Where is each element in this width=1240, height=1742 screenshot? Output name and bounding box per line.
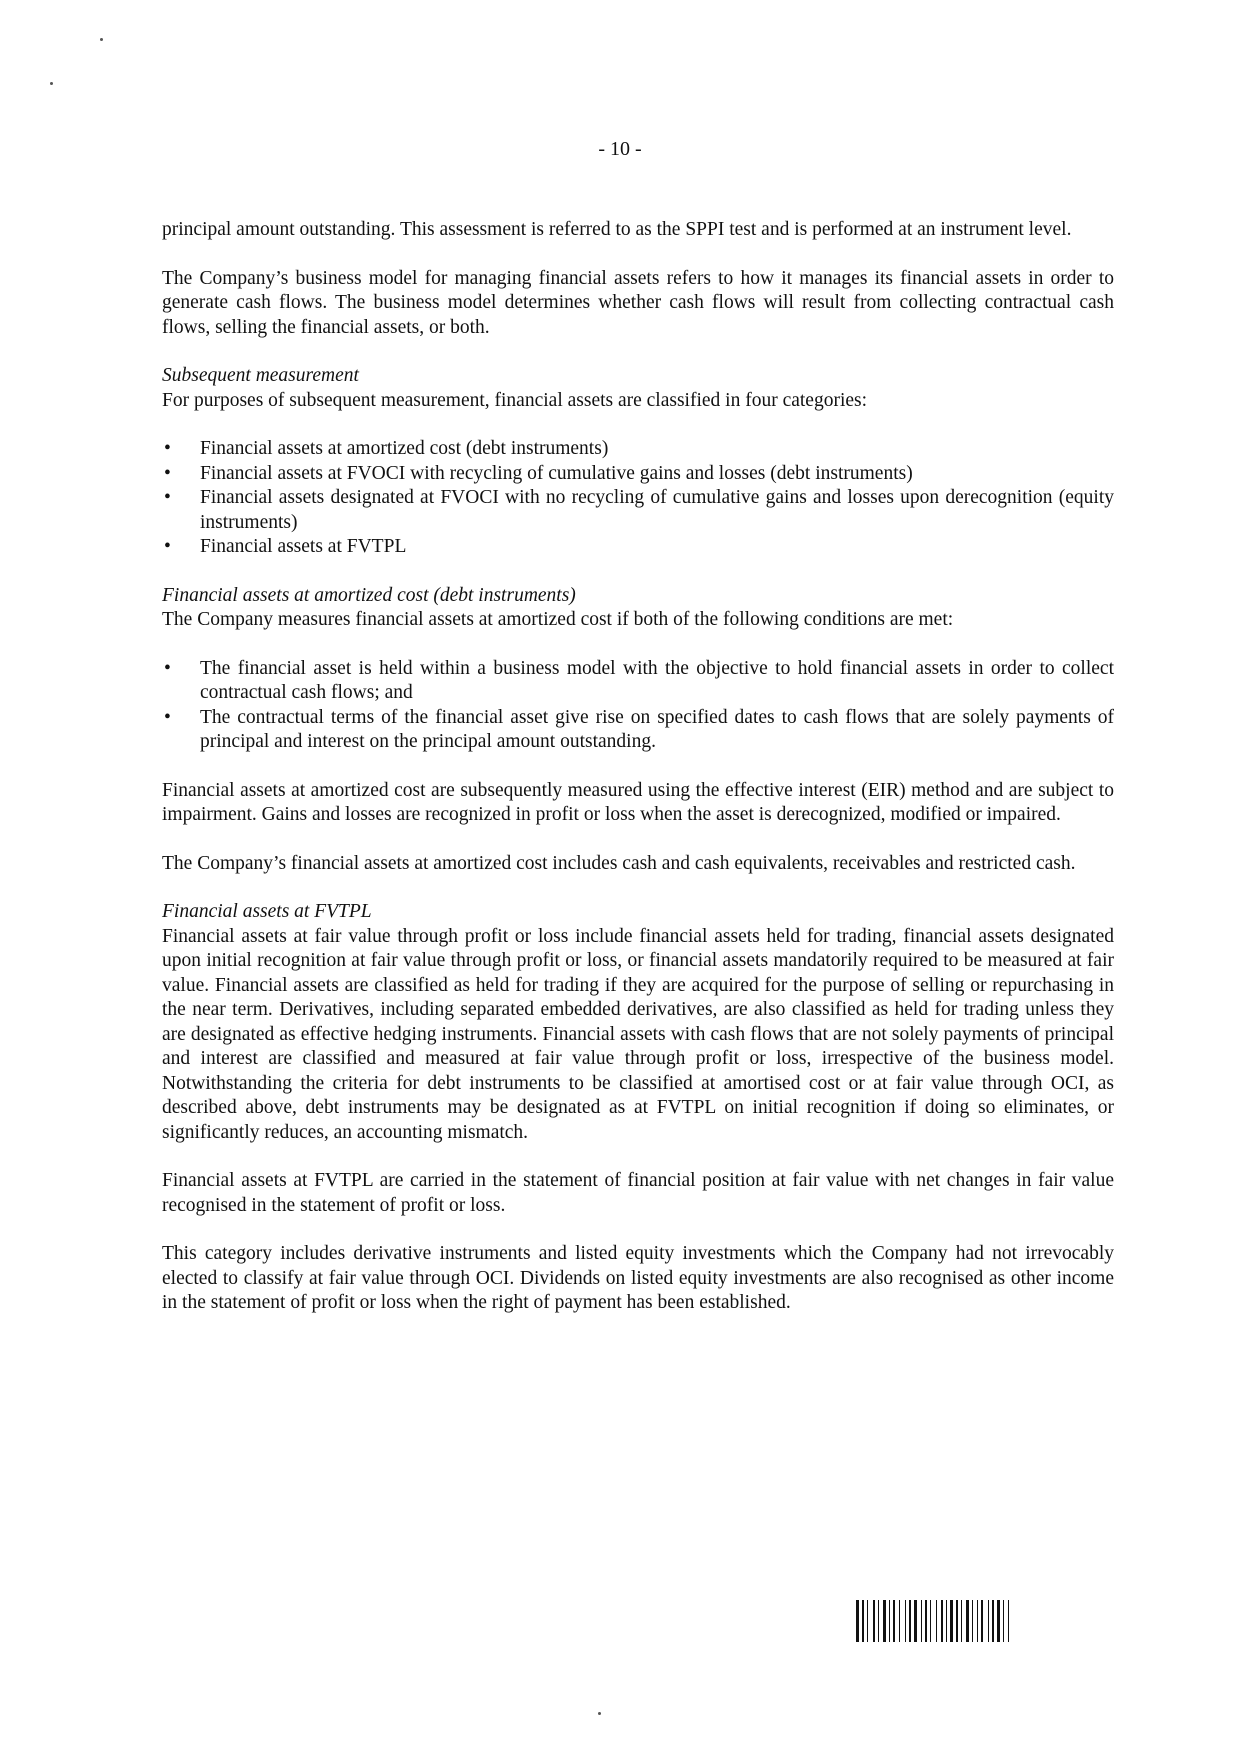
paragraph-amortized-includes: The Company’s financial assets at amortized cost includes cash and cash equivalents, receivables and restricted cash. <box>162 852 1076 874</box>
barcode-bar <box>867 1600 868 1642</box>
bullet-icon: • <box>164 706 171 728</box>
list-item-text: Financial assets at FVTPL <box>200 536 407 557</box>
barcode-bar <box>995 1600 996 1642</box>
barcode-bar <box>873 1600 875 1642</box>
barcode-bar <box>981 1600 983 1642</box>
barcode-bar <box>1003 1600 1004 1642</box>
list-item-text: Financial assets designated at FVOCI with no recycling of cumulative gains and losses upon derecognition (equity instruments) <box>200 487 1114 533</box>
barcode-bar <box>856 1600 859 1642</box>
barcode-bar <box>893 1600 895 1642</box>
barcode-bar <box>912 1600 913 1642</box>
barcode-bar <box>909 1600 911 1642</box>
barcode-bar <box>970 1600 971 1642</box>
bullet-icon: • <box>164 657 171 679</box>
barcode-bar <box>974 1600 976 1642</box>
scan-speck <box>100 38 103 41</box>
barcode-bar <box>901 1600 904 1642</box>
barcode-bar <box>923 1600 924 1642</box>
heading-fvtpl: Financial assets at FVTPL <box>162 901 372 922</box>
barcode-bar <box>1005 1600 1007 1642</box>
barcode-bar <box>946 1600 947 1642</box>
barcode-bar <box>918 1600 920 1642</box>
barcode-bar <box>997 1600 1000 1642</box>
scan-speck <box>50 82 53 85</box>
barcode-bar <box>876 1600 877 1642</box>
barcode-bar <box>865 1600 866 1642</box>
barcode-bar <box>966 1600 969 1642</box>
paragraph-subsequent-intro: For purposes of subsequent measurement, financial assets are classified in four categories: <box>162 389 868 411</box>
barcode-bar <box>950 1600 953 1642</box>
paragraph-fvtpl-carried: Financial assets at FVTPL are carried in the statement of financial position at fair value with net changes in fair value recognised in the statement of profit or loss. <box>162 1170 1114 1216</box>
barcode-bar <box>869 1600 872 1642</box>
barcode-bar <box>896 1600 898 1642</box>
barcode-bar <box>944 1600 945 1642</box>
barcode-bar <box>891 1600 892 1642</box>
scan-speck <box>598 1712 601 1715</box>
barcode-bar <box>961 1600 962 1642</box>
paragraph-sppi: principal amount outstanding. This assessment is referred to as the SPPI test and is performed at an instrument level. <box>162 219 1072 240</box>
barcode-bar <box>925 1600 927 1642</box>
bullet-icon: • <box>164 536 171 557</box>
list-item <box>162 706 1114 755</box>
barcode-bar <box>963 1600 965 1642</box>
barcode-bar <box>899 1600 900 1642</box>
heading-subsequent-measurement: Subsequent measurement <box>162 365 359 386</box>
paragraph-amortized-intro: The Company measures financial assets at amortized cost if both of the following conditions are met: <box>162 609 954 630</box>
barcode-bar <box>889 1600 890 1642</box>
barcode-bar <box>959 1600 960 1642</box>
barcode-bar <box>878 1600 879 1642</box>
barcode-bar <box>1001 1600 1002 1642</box>
barcode-bar <box>930 1600 931 1642</box>
barcode-bar <box>948 1600 949 1642</box>
list-categories <box>162 437 1114 560</box>
bullet-icon: • <box>164 462 171 484</box>
barcode-bar <box>883 1600 886 1642</box>
barcode-bar <box>862 1600 864 1642</box>
heading-amortized-cost: Financial assets at amortized cost (debt instruments) <box>162 584 576 606</box>
bullet-icon: • <box>164 438 171 459</box>
barcode <box>856 1600 1102 1642</box>
barcode-bar <box>905 1600 906 1642</box>
list-item-text: Financial assets at FVOCI with recycling of cumulative gains and losses (debt instruments) <box>200 462 913 484</box>
barcode-bar <box>956 1600 958 1642</box>
page-number: - 10 - <box>598 138 642 160</box>
barcode-bar <box>972 1600 973 1642</box>
list-item-text: Financial assets at amortized cost (debt instruments) <box>200 438 609 459</box>
barcode-bar <box>928 1600 929 1642</box>
barcode-bar <box>932 1600 935 1642</box>
paragraph-fvtpl-category: This category includes derivative instruments and listed equity investments which the Company had not irrevocably elected to classify at fair value through OCI. Dividends on listed equity investments are also recognised as other income in the statement of profit or loss when the right of payment has been established. <box>162 1243 1114 1313</box>
barcode-bar <box>860 1600 861 1642</box>
barcode-bar <box>938 1600 940 1642</box>
barcode-bar <box>979 1600 980 1642</box>
barcode-bar <box>880 1600 882 1642</box>
barcode-bar <box>954 1600 955 1642</box>
barcode-bar <box>988 1600 989 1642</box>
document-body <box>162 218 1114 1316</box>
list-item <box>162 486 1114 535</box>
paragraph-fvtpl-definition: Financial assets at fair value through profit or loss include financial assets held for trading, financial assets designated upon initial recognition at fair value through profit or loss, or financial assets mandatorily required to be measured at fair value. Financial assets are classified as held for trading if they are acquired for the purpose of selling or repurchasing in the near term. Derivatives, including separated embedded derivatives, are also classified as held for trading unless they are designated as effective hedging instruments. Financial assets with cash flows that are not solely payments of principal and interest are classified and measured at fair value through profit or loss, irrespective of the business model. Notwithstanding the criteria for debt instruments to be classified at amortised cost or at fair value through OCI, as described above, debt instruments may be designated as at FVTPL on initial recognition if doing so eliminates, or significantly reduces, an accounting mismatch. <box>162 925 1114 1143</box>
barcode-bar <box>984 1600 987 1642</box>
bullet-icon: • <box>164 487 171 508</box>
barcode-bar <box>887 1600 888 1642</box>
barcode-bar <box>936 1600 937 1642</box>
barcode-bar <box>1010 1600 1012 1642</box>
barcode-bar <box>921 1600 922 1642</box>
list-item <box>162 535 1114 560</box>
barcode-bar <box>941 1600 943 1642</box>
paragraph-business-model: The Company’s business model for managing financial assets refers to how it manages its financial assets in order to generate cash flows. The business model determines whether cash flows will result from collecting contractual cash flows, selling the financial assets, or both. <box>162 267 1114 338</box>
barcode-bar <box>977 1600 978 1642</box>
barcode-bar <box>914 1600 917 1642</box>
paragraph-amortized-measurement: Financial assets at amortized cost are subsequently measured using the effective interest (EIR) method and are subject to impairment. Gains and losses are recognized in profit or loss when the asset is derecognized, modified or impaired. <box>162 779 1114 825</box>
list-item-text: The financial asset is held within a business model with the objective to hold financial assets in order to collect contractual cash flows; and <box>200 657 1114 703</box>
barcode-bar <box>1008 1600 1009 1642</box>
list-conditions <box>162 657 1114 755</box>
barcode-bar <box>990 1600 991 1642</box>
list-item <box>162 657 1114 706</box>
barcode-bar <box>907 1600 908 1642</box>
barcode-bar <box>992 1600 994 1642</box>
list-item <box>162 462 1114 487</box>
list-item <box>162 437 1114 462</box>
list-item-text: The contractual terms of the financial asset give rise on specified dates to cash flows that are solely payments of principal and interest on the principal amount outstanding. <box>200 706 1114 752</box>
